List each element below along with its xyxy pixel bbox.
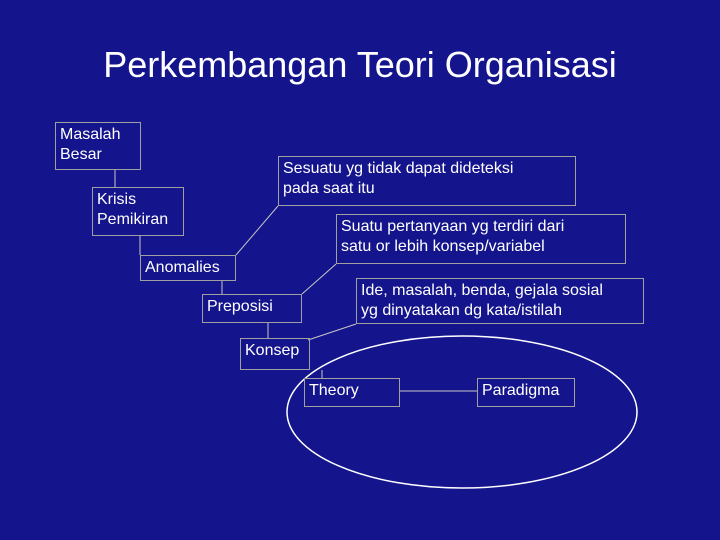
connector-preposisi-suatu — [302, 264, 336, 294]
node-krisis-pemikiran: Krisis Pemikiran — [92, 187, 184, 236]
node-konsep: Konsep — [240, 338, 310, 370]
node-anomalies: Anomalies — [140, 255, 236, 281]
node-sesuatu: Sesuatu yg tidak dapat dideteksi pada saat itu — [278, 156, 576, 206]
node-paradigma: Paradigma — [477, 378, 575, 407]
connector-konsep-ide — [308, 324, 356, 340]
theory-paradigma-ellipse — [287, 336, 637, 488]
node-suatu-pertanyaan: Suatu pertanyaan yg terdiri dari satu or lebih konsep/variabel — [336, 214, 626, 264]
node-theory: Theory — [304, 378, 400, 407]
node-ide: Ide, masalah, benda, gejala sosial yg dinyatakan dg kata/istilah — [356, 278, 644, 324]
node-preposisi: Preposisi — [202, 294, 302, 323]
slide-title: Perkembangan Teori Organisasi — [103, 44, 617, 85]
connector-anomalies-sesuatu — [236, 206, 278, 255]
node-masalah-besar: Masalah Besar — [55, 122, 141, 170]
